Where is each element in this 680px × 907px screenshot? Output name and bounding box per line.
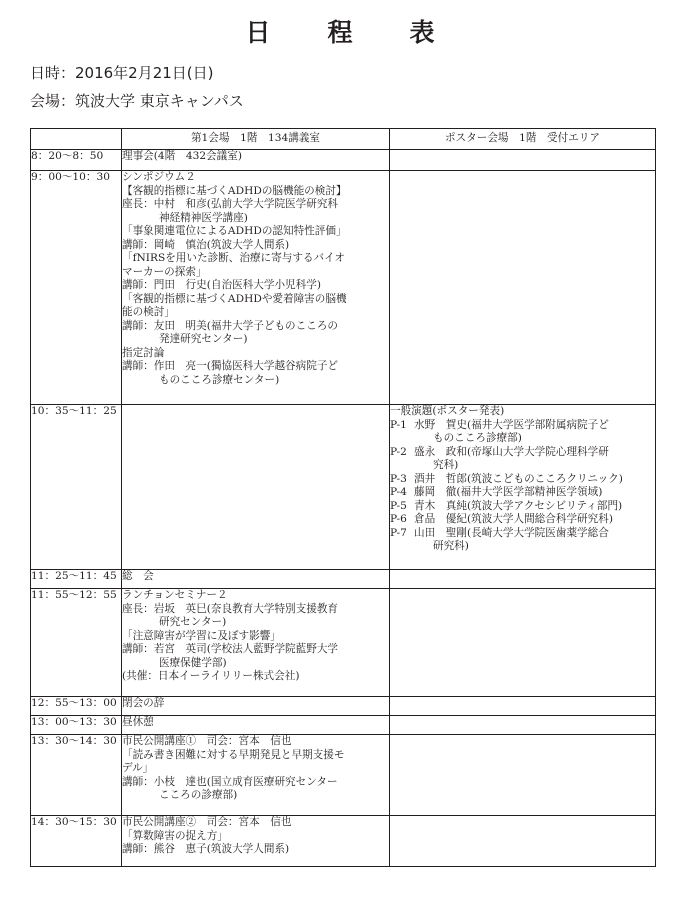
poster-heading: 一般演題(ポスター発表) (390, 405, 505, 417)
session-theme: 【客観的指標に基づくADHDの脳機能の検討】 (122, 184, 347, 197)
poster-presenter: 青木 真純(筑波大学アクセシビリティ部門) (414, 499, 623, 512)
poster-item (390, 527, 655, 541)
table-row (31, 697, 656, 716)
time-cell: 10：35～11：25 (31, 405, 122, 570)
talk-title-cont: マーカーの探索」 (122, 265, 207, 278)
speaker-line: 講師：小枝 達也(国立成育医療研究センター (122, 775, 338, 788)
time-cell: 12：55～13：00 (31, 697, 122, 716)
table-row (31, 405, 656, 570)
poster-session-cell (390, 716, 656, 735)
poster-presenter-cont: 研究科) (433, 540, 469, 552)
event-date: 日時：2016年2月21日(日) (30, 64, 214, 82)
session-title: シンポジウム２ (122, 171, 196, 183)
speaker-line: 講師：友田 明美(福井大学子どものこころの (122, 319, 339, 332)
time-cell: 13：30～14：30 (31, 735, 122, 816)
poster-presenter: 酒井 哲郎(筑波こどものこころクリニック) (414, 472, 623, 485)
poster-item (390, 446, 655, 460)
table-row (31, 150, 656, 171)
table-row (31, 171, 656, 405)
poster-presenter: 倉品 優紀(筑波大学人間総合科学研究科) (414, 513, 613, 525)
poster-number: P-4 (390, 486, 407, 498)
poster-number: P-2 (390, 445, 407, 458)
talk-title: 「事象関連電位によるADHDの認知特性評価」 (122, 225, 347, 237)
main-session-cell (122, 697, 390, 716)
speaker-affiliation: 医療保健学部) (159, 656, 227, 669)
table-header-row (31, 129, 656, 150)
talk-title-cont: 能の検討」 (122, 306, 175, 318)
poster-session-cell (390, 171, 656, 405)
poster-number: P-7 (390, 526, 407, 539)
speaker-affiliation: こころの診療部) (159, 789, 238, 801)
poster-item (390, 486, 655, 500)
main-session-cell (122, 171, 390, 405)
poster-item (390, 473, 655, 487)
poster-session-cell (390, 816, 656, 867)
talk-title-cont: デル」 (122, 762, 154, 774)
main-session-cell (122, 570, 390, 589)
event-venue: 会場：筑波大学 東京キャンパス (30, 92, 244, 110)
chair-affiliation: 研究センター) (159, 616, 227, 628)
speaker-line: 講師：熊谷 恵子(筑波大学人間系) (122, 843, 290, 855)
speaker-affiliation: 発達研究センター) (159, 333, 248, 345)
poster-number: P-3 (390, 472, 407, 485)
talk-title: 「読み書き困難に対する早期発見と早期支援モ (122, 748, 345, 761)
session-title: 閉会の辞 (122, 697, 165, 709)
poster-presenter-cont: 究科) (433, 459, 459, 471)
poster-session-cell (390, 589, 656, 697)
speaker-affiliation: ものこころ診療センター) (159, 373, 280, 386)
chair-line: 座長：中村 和彦(弘前大学大学院医学研究科 (122, 198, 339, 210)
poster-session-cell (390, 735, 656, 816)
schedule-table (30, 128, 656, 867)
speaker-line: 講師：作田 亮一(獨協医科大学越谷病院子ど (122, 360, 339, 372)
talk-title: 「客観的指標に基づくADHDや愛着障害の脳機 (122, 292, 347, 305)
table-row (31, 570, 656, 589)
talk-title: 「算数障害の捉え方」 (122, 829, 228, 842)
poster-presenter-cont: ものこころ診療部) (433, 432, 522, 444)
speaker-line: 講師：岡崎 慎治(筑波大学人間系) (122, 238, 290, 251)
table-row (31, 735, 656, 816)
speaker-line: 講師：若宮 英司(学校法人藍野学院藍野大学 (122, 643, 339, 655)
sponsor-line: (共催：日本イーライリリー株式会社) (122, 670, 300, 682)
poster-session-cell (390, 405, 656, 570)
main-session-cell (122, 716, 390, 735)
session-title: 市民公開講座② 司会：宮本 信也 (122, 816, 292, 828)
session-title: 市民公開講座① 司会：宮本 信也 (122, 735, 292, 747)
time-header (31, 129, 122, 150)
table-row (31, 589, 656, 697)
poster-presenter: 藤岡 徹(福井大学医学部精神医学領域) (414, 486, 603, 498)
speaker-line: 講師：門田 行史(自治医科大学小児科学) (122, 279, 321, 291)
time-cell: 11：25～11：45 (31, 570, 122, 589)
main-session-cell (122, 150, 390, 171)
poster-session-cell (390, 570, 656, 589)
poster-session-cell (390, 697, 656, 716)
main-hall-header: 第1会場 1階 134講義室 (122, 129, 390, 150)
main-session-cell (122, 589, 390, 697)
time-cell: 11：55～12：55 (31, 589, 122, 697)
main-session-cell (122, 735, 390, 816)
main-session-cell (122, 405, 390, 570)
poster-item (390, 419, 655, 433)
session-title: ランチョンセミナー２ (122, 589, 228, 601)
poster-item (390, 513, 655, 527)
poster-presenter: 山田 聖剛(長崎大学大学院医歯薬学総合 (414, 526, 609, 539)
table-row (31, 816, 656, 867)
session-title: 昼休憩 (122, 716, 154, 728)
poster-number: P-5 (390, 499, 407, 512)
discussion-label: 指定討論 (122, 346, 165, 359)
session-title: 総 会 (122, 570, 154, 582)
page-title: 日 程 表 (245, 18, 451, 47)
poster-session-cell (390, 150, 656, 171)
poster-number: P-1 (390, 418, 407, 431)
table-row (31, 716, 656, 735)
poster-hall-header: ポスター会場 1階 受付エリア (390, 129, 656, 150)
main-session-cell (122, 816, 390, 867)
time-cell: 9：00～10：30 (31, 171, 122, 405)
time-cell: 14：30～15：30 (31, 816, 122, 867)
time-cell: 13：00～13：30 (31, 716, 122, 735)
poster-presenter: 盛永 政和(帝塚山大学大学院心理科学研 (414, 445, 609, 458)
poster-number: P-6 (390, 513, 407, 525)
chair-affiliation: 神経精神医学講座) (159, 211, 248, 224)
chair-line: 座長：岩坂 英巳(奈良教育大学特別支援教育 (122, 602, 339, 615)
session-line: 理事会(4階 432会議室) (122, 150, 242, 162)
talk-title: 「fNIRSを用いた診断、治療に寄与するバイオ (122, 252, 345, 264)
talk-title: 「注意障害が学習に及ぼす影響」 (122, 629, 281, 642)
time-cell: 8：20～8：50 (31, 150, 122, 171)
poster-item (390, 500, 655, 514)
poster-presenter: 水野 賀史(福井大学医学部附属病院子ど (414, 418, 609, 431)
